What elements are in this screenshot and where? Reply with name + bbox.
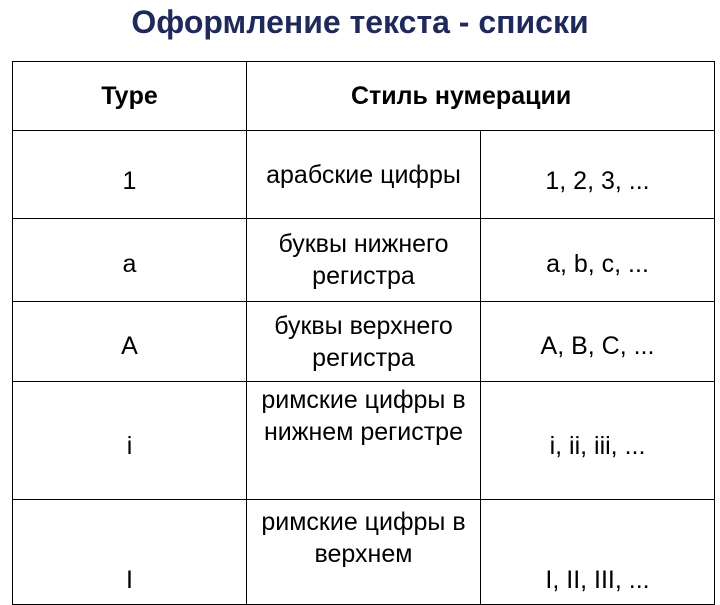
table-row — [13, 219, 715, 302]
type-value: A — [13, 302, 247, 382]
style-description — [247, 219, 481, 302]
style-description — [247, 302, 481, 382]
style-description-text: арабские цифры — [266, 160, 461, 189]
table-row — [13, 302, 715, 382]
type-value: 1 — [13, 131, 247, 219]
table-row — [13, 382, 715, 500]
style-example: a, b, c, ... — [481, 219, 715, 302]
style-example: 1, 2, 3, ... — [481, 131, 715, 219]
table-row — [13, 131, 715, 219]
style-description-text: буквы верхнего регистра — [274, 311, 453, 372]
table-row — [13, 500, 715, 605]
style-description-text: буквы нижнего регистра — [278, 230, 449, 290]
style-description — [247, 382, 481, 500]
style-example: I, II, III, ... — [481, 500, 715, 605]
type-value: i — [13, 382, 247, 500]
list-type-table — [12, 61, 715, 605]
style-example: i, ii, iii, ... — [481, 382, 715, 500]
table-header-row — [13, 62, 715, 131]
type-value: I — [13, 500, 247, 605]
header-numbering-style: Стиль нумерации — [247, 62, 715, 131]
style-description-text: римские цифры в верхнем — [261, 508, 466, 568]
style-description — [247, 500, 481, 605]
type-value: a — [13, 219, 247, 302]
list-type-table-container — [12, 61, 714, 594]
style-description-text: римские цифры в нижнем регистре — [261, 386, 466, 446]
page-title: Оформление текста - списки — [131, 4, 589, 40]
style-description — [247, 131, 481, 219]
style-example: A, B, C, ... — [481, 302, 715, 382]
header-type: Type — [13, 62, 247, 131]
